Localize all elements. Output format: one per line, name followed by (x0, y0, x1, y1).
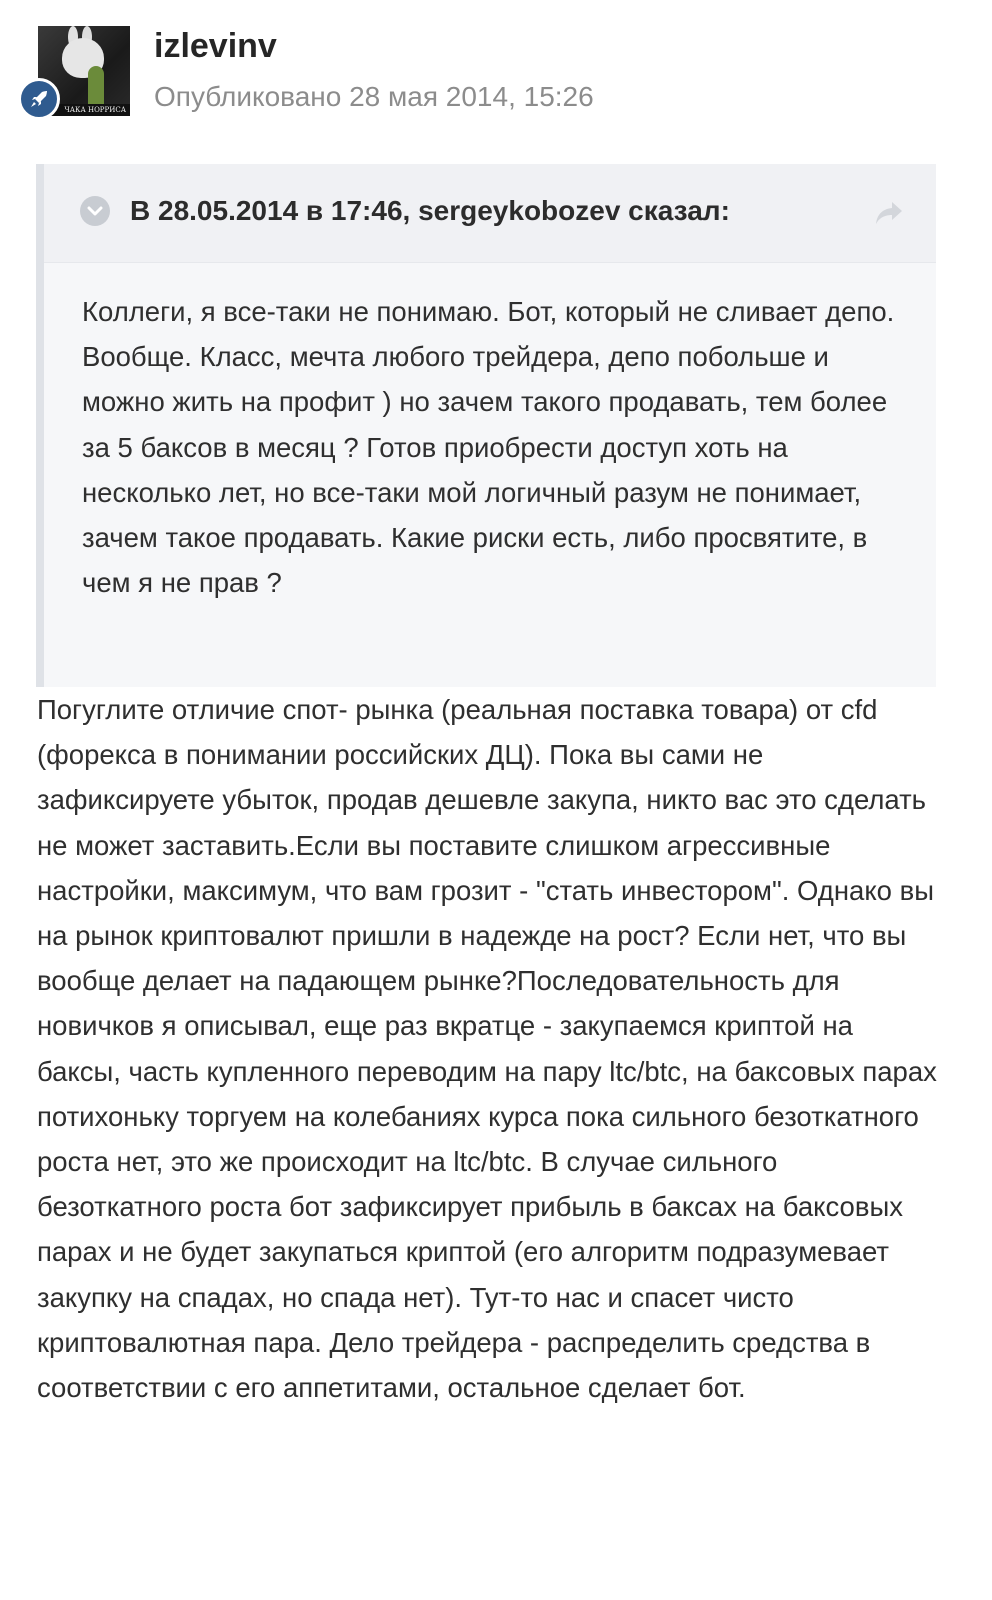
quote-citation[interactable]: В 28.05.2014 в 17:46, sergeykobozev сказал: (130, 195, 730, 226)
rocket-icon (18, 78, 60, 120)
post-text (37, 687, 937, 1410)
avatar-cactus (88, 66, 104, 106)
avatar-caption: ЧАКА НОРРИСА (38, 104, 130, 116)
post-date[interactable]: Опубликовано 28 мая 2014, 15:26 (154, 81, 594, 112)
author-name[interactable]: izlevinv (154, 27, 277, 65)
quote-paragraph: Коллеги, я все-таки не понимаю. Бот, который не сливает депо. Вообще. Класс, мечта любого трейдера, депо побольше и можно жить на профит ) но зачем такого продавать, тем более за 5 баксов в месяц ? Готов приобрести доступ хоть на несколько лет, но все-таки мой логичный разум не понимает, зачем такое продавать. Какие риски есть, либо просвятите, в чем я не прав ? (82, 296, 895, 599)
quote-block (36, 164, 936, 687)
share-arrow-icon[interactable] (872, 198, 906, 228)
quote-header (44, 164, 936, 263)
chevron-down-circle-icon[interactable] (80, 196, 110, 226)
post-paragraph: Погуглите отличие спот- рынка (реальная поставка товара) от cfd (форекса в понимании российских ДЦ). Пока вы сами не зафиксируете убыток, продав дешевле закупа, никто вас это сделать не может заставить.Если вы поставите слишком агрессивные настройки, максимум, что вам грозит - "стать инвестором". Однако вы на рынок криптовалют пришли в надежде на рост? Если нет, что вы вообще делает на падающем рынке?Последовательность для новичков я описывал, еще раз вкратце - закупаемся криптой на баксы, часть купленного переводим на пару ltc/btc, на баксовых парах потихоньку торгуем на колебаниях курса пока сильного безоткатного роста нет, это же происходит на ltc/btc. В случае сильного безоткатного роста бот зафиксирует прибыль в баксах на баксовых парах и не будет закупаться криптой (его алгоритм подразумевает закупку на спадах, но спада нет). Тут-то нас и спасет чисто криптовалютная пара. Дело трейдера - распределить средства в соответствии с его аппетитами, остальное сделает бот. (37, 694, 937, 1404)
post-header (38, 26, 958, 126)
quote-text (82, 289, 912, 605)
